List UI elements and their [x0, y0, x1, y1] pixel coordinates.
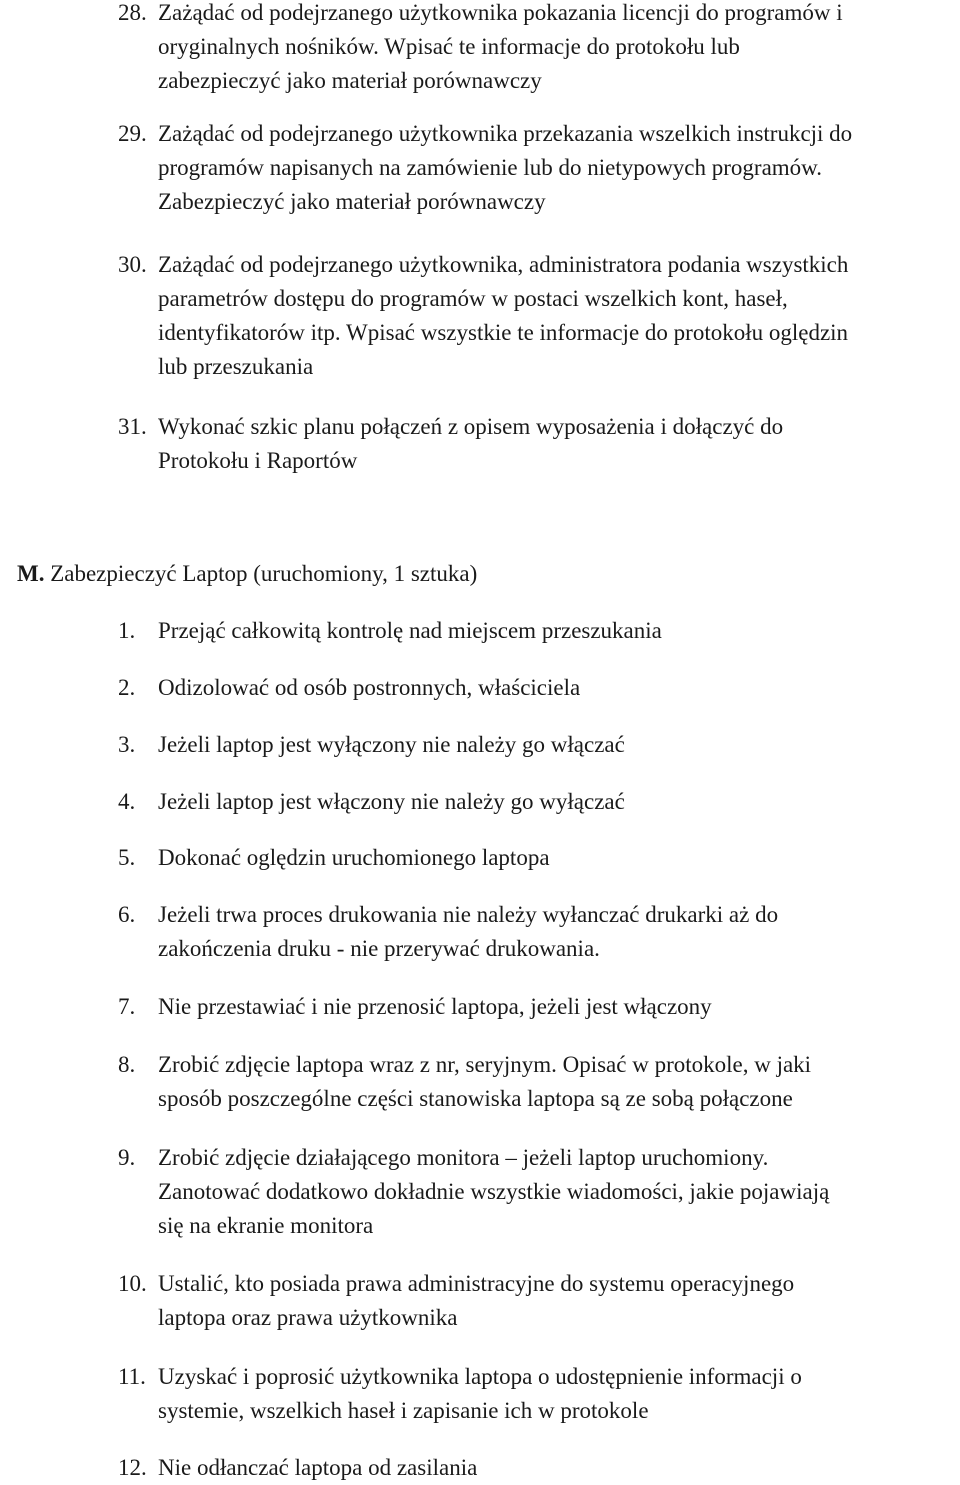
item-number: 4. — [118, 789, 136, 814]
section-title: Zabezpieczyć Laptop (uruchomiony, 1 sztuka) — [50, 561, 478, 586]
item-text: Zażądać od podejrzanego użytkownika przekazania wszelkich instrukcji do programów napisanych na zamówienie lub do nietypowych programów. Zabezpieczyć jako materiał porównawczy — [158, 121, 853, 214]
item-text: Odizolować od osób postronnych, właściciela — [158, 675, 581, 700]
item-text: Zrobić zdjęcie działającego monitora – jeżeli laptop uruchomiony. Zanotować dodatkowo dokładnie wszystkie wiadomości, jakie pojawiają się na ekranie monitora — [158, 1145, 830, 1238]
item-text: Jeżeli laptop jest wyłączony nie należy go włączać — [158, 732, 625, 757]
item-number: 1. — [118, 618, 136, 643]
item-text: Przejąć całkowitą kontrolę nad miejscem przeszukania — [158, 618, 662, 643]
item-number: 12. — [118, 1455, 147, 1480]
item-number: 7. — [118, 994, 136, 1019]
item-text: Nie przestawiać i nie przenosić laptopa, jeżeli jest włączony — [158, 994, 712, 1019]
item-number: 5. — [118, 845, 136, 870]
item-number: 31. — [118, 414, 147, 439]
item-text: Zrobić zdjęcie laptopa wraz z nr, seryjnym. Opisać w protokole, w jaki sposób poszczególne części stanowiska laptopa są ze sobą połączone — [158, 1052, 812, 1111]
item-number: 9. — [118, 1145, 136, 1170]
item-text: Uzyskać i poprosić użytkownika laptopa o udostępnienie informacji o systemie, wszelkich haseł i zapisanie ich w protokole — [158, 1364, 802, 1423]
item-text: Nie odłanczać laptopa od zasilania — [158, 1455, 478, 1480]
item-number: 6. — [118, 902, 136, 927]
item-text: Jeżeli laptop jest włączony nie należy go wyłączać — [158, 789, 625, 814]
item-number: 8. — [118, 1052, 136, 1077]
item-number: 2. — [118, 675, 136, 700]
item-text: Zażądać od podejrzanego użytkownika pokazania licencji do programów i oryginalnych nośników. Wpisać te informacje do protokołu lub zabezpieczyć jako materiał porównawczy — [158, 0, 843, 93]
item-number: 10. — [118, 1271, 147, 1296]
section-letter: M. — [17, 561, 45, 586]
item-text: Wykonać szkic planu połączeń z opisem wyposażenia i dołączyć do Protokołu i Raportów — [158, 414, 784, 473]
item-number: 28. — [118, 0, 147, 25]
item-number: 3. — [118, 732, 136, 757]
item-number: 11. — [118, 1364, 146, 1389]
item-text: Dokonać oględzin uruchomionego laptopa — [158, 845, 550, 870]
item-number: 30. — [118, 252, 147, 277]
section-heading — [17, 557, 477, 591]
item-number: 29. — [118, 121, 147, 146]
item-text: Ustalić, kto posiada prawa administracyjne do systemu operacyjnego laptopa oraz prawa użytkownika — [158, 1271, 795, 1330]
item-text: Jeżeli trwa proces drukowania nie należy wyłanczać drukarki aż do zakończenia druku - nie przerywać drukowania. — [158, 902, 779, 961]
item-text: Zażądać od podejrzanego użytkownika, administratora podania wszystkich parametrów dostępu do programów w postaci wszelkich kont, haseł, identyfikatorów itp. Wpisać wszystkie te informacje do protokołu oględzin lub przeszukania — [158, 252, 849, 379]
